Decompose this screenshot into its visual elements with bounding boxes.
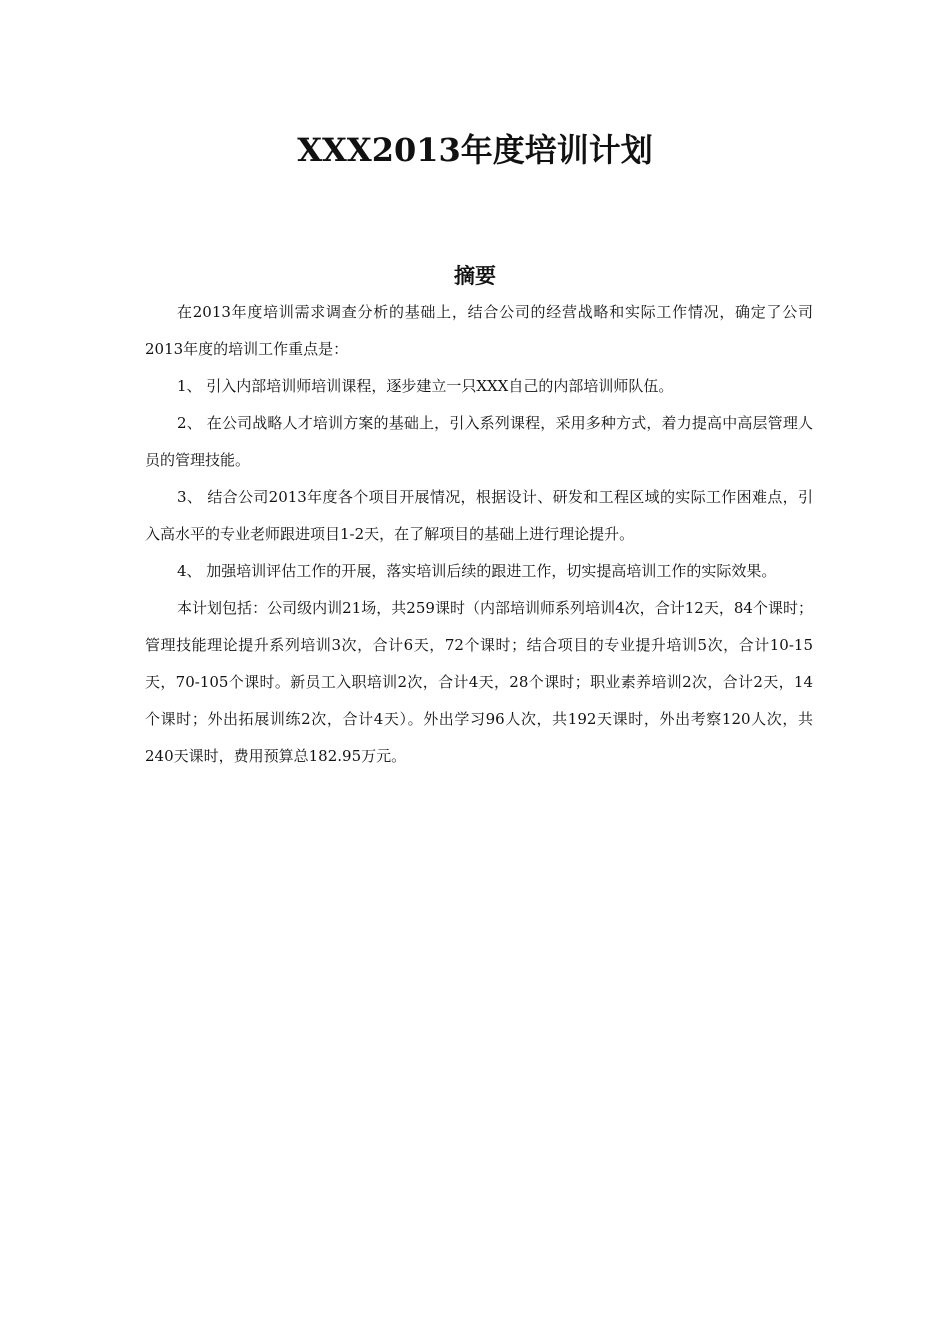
priority-item-3: 3、 结合公司2013年度各个项目开展情况，根据设计、研发和工程区域的实际工作困难点，引入高水平的专业老师跟进项目1-2天，在了解项目的基础上进行理论提升。 (145, 488, 813, 543)
priority-item-4: 4、 加强培训评估工作的开展，落实培训后续的跟进工作，切实提高培训工作的实际效果。 (177, 562, 777, 580)
abstract-body (145, 294, 813, 775)
abstract-heading: 摘要 (454, 264, 496, 288)
intro-paragraph: 在2013年度培训需求调查分析的基础上，结合公司的经营战略和实际工作情况，确定了公司2013年度的培训工作重点是： (145, 303, 813, 358)
priority-item-1: 1、 引入内部培训师培训课程，逐步建立一只XXX自己的内部培训师队伍。 (177, 377, 674, 395)
priority-item-2: 2、 在公司战略人才培训方案的基础上，引入系列课程，采用多种方式，着力提高中高层管理人员的管理技能。 (145, 414, 813, 469)
plan-summary-paragraph: 本计划包括：公司级内训21场，共259课时（内部培训师系列培训4次，合计12天，84个课时；管理技能理论提升系列培训3次，合计6天，72个课时；结合项目的专业提升培训5次，合计10-15天，70-105个课时。新员工入职培训2次，合计4天，28个课时；职业素养培训2次，合计2天，14个课时；外出拓展训练2次，合计4天）。外出学习96人次，共192天课时，外出考察120人次，共240天课时，费用预算总182.95万元。 (145, 599, 813, 765)
document-title: XXX2013年度培训计划 (297, 131, 653, 169)
